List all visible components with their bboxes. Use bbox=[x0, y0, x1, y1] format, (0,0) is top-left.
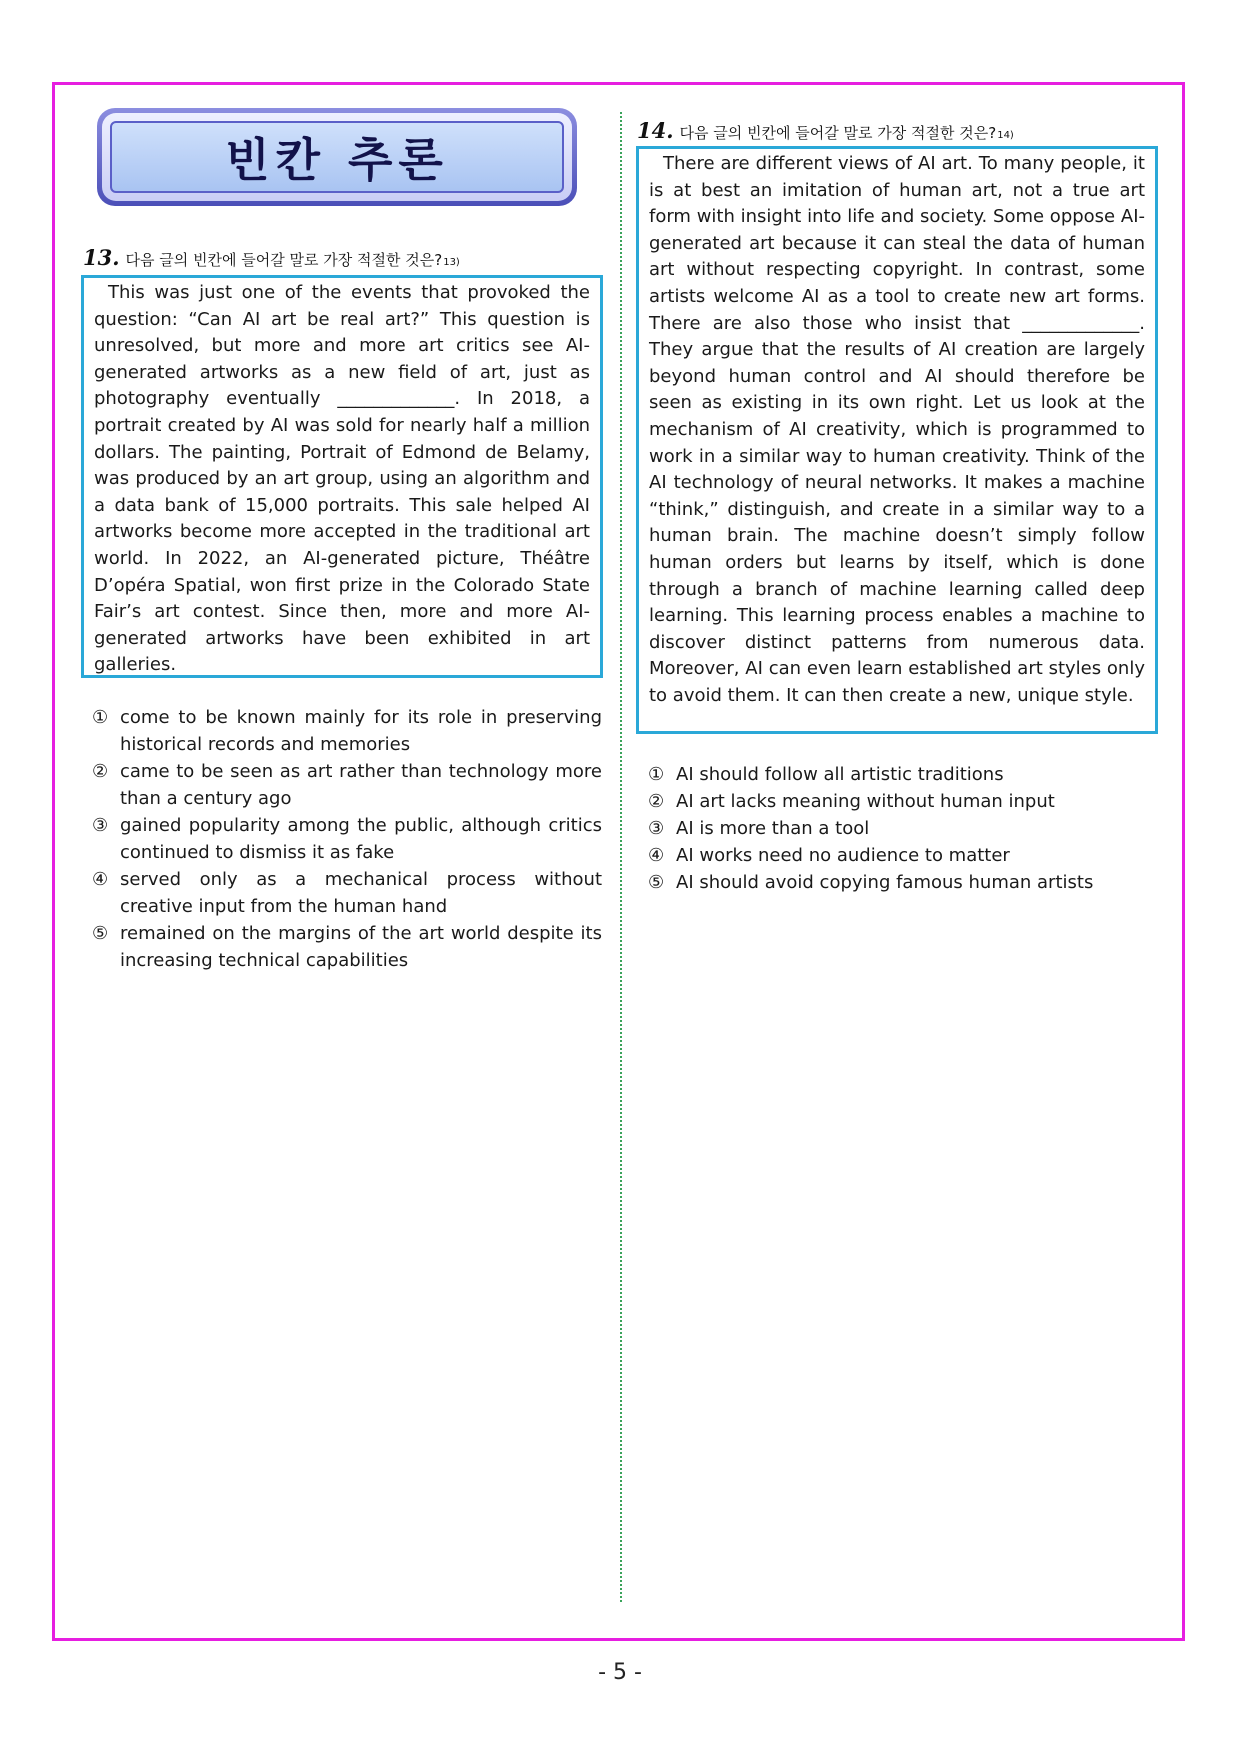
option-text: AI works need no audience to matter bbox=[676, 845, 1010, 866]
answer-option-2[interactable] bbox=[648, 788, 1158, 815]
option-text: AI is more than a tool bbox=[676, 818, 870, 839]
question-13-passage bbox=[81, 275, 603, 678]
question-14-header bbox=[637, 118, 1014, 143]
option-marker: ② bbox=[92, 761, 109, 782]
answer-option-1[interactable] bbox=[92, 704, 602, 758]
option-marker: ③ bbox=[92, 815, 109, 836]
option-text: came to be seen as art rather than technology more than a century ago bbox=[120, 761, 602, 809]
answer-option-3[interactable] bbox=[648, 815, 1158, 842]
option-text: come to be known mainly for its role in preserving historical records and memories bbox=[120, 707, 602, 755]
option-text: remained on the margins of the art world despite its increasing technical capabilities bbox=[120, 923, 602, 971]
answer-option-2[interactable] bbox=[92, 758, 602, 812]
answer-option-1[interactable] bbox=[648, 761, 1158, 788]
question-number: 14. bbox=[637, 118, 674, 143]
passage-text: This was just one of the events that provoked the question: “Can AI art be real art?” This question is unresolved, but more and more art critics see AI-generated artworks as a new field of art, just as photography eventually _____________. In 2018, a portrait created by AI was sold for nearly half a million dollars. The painting, Portrait of Edmond de Belamy, was produced by an art group, using an algorithm and a data bank of 15,000 portraits. This sale helped AI artworks become more accepted in the traditional art world. In 2022, an AI-generated picture, Théâtre D’opéra Spatial, won first prize in the Colorado State Fair’s art contest. Since then, more and more AI-generated artworks have been exhibited in art galleries. bbox=[94, 282, 590, 676]
option-text: gained popularity among the public, although critics continued to dismiss it as fake bbox=[120, 815, 602, 863]
section-title: 빈칸 추론 bbox=[225, 133, 449, 187]
passage-text: There are different views of AI art. To many people, it is at best an imitation of human art, not a true art form with insight into life and society. Some oppose AI-generated art because it can steal the data of human art without respecting copyright. In contrast, some artists welcome AI as a tool to create new art forms. There are also those who insist that _____________. They argue that the results of AI creation are largely beyond human control and AI should therefore be seen as existing in its own right. Let us look at the mechanism of AI creativity, which is programmed to work in a similar way to human creativity. Think of the AI technology of neural networks. It makes a machine “think,” distinguish, and create in a similar way to a human brain. The machine doesn’t simply follow human orders but learns by itself, which is done through a branch of machine learning called deep learning. This learning process enables a machine to discover distinct patterns from numerous data. Moreover, AI can even learn established art styles only to avoid them. It can then create a new, unique style. bbox=[649, 153, 1145, 706]
question-14-options bbox=[648, 761, 1158, 896]
option-text: served only as a mechanical process without creative input from the human hand bbox=[120, 869, 602, 917]
section-title-banner bbox=[97, 108, 577, 206]
question-prompt: 다음 글의 빈칸에 들어갈 말로 가장 적절한 것은? bbox=[125, 251, 443, 269]
answer-option-5[interactable] bbox=[92, 920, 602, 974]
footnote-marker: 14) bbox=[997, 130, 1014, 141]
option-marker: ④ bbox=[92, 869, 109, 890]
option-marker: ① bbox=[648, 764, 665, 785]
answer-option-3[interactable] bbox=[92, 812, 602, 866]
option-marker: ② bbox=[648, 791, 665, 812]
option-marker: ① bbox=[92, 707, 109, 728]
question-number: 13. bbox=[83, 245, 120, 270]
answer-option-4[interactable] bbox=[92, 866, 602, 920]
footnote-marker: 13) bbox=[443, 257, 460, 268]
option-marker: ④ bbox=[648, 845, 665, 866]
answer-option-5[interactable] bbox=[648, 869, 1158, 896]
column-divider bbox=[620, 112, 622, 1602]
option-text: AI should avoid copying famous human artists bbox=[676, 872, 1094, 893]
option-text: AI should follow all artistic traditions bbox=[676, 764, 1004, 785]
option-text: AI art lacks meaning without human input bbox=[676, 791, 1055, 812]
question-14-passage bbox=[636, 146, 1158, 734]
question-13-header bbox=[83, 245, 460, 270]
question-13-options bbox=[92, 704, 602, 974]
question-prompt: 다음 글의 빈칸에 들어갈 말로 가장 적절한 것은? bbox=[679, 124, 997, 142]
page-number: - 5 - bbox=[598, 1660, 642, 1685]
option-marker: ⑤ bbox=[92, 923, 109, 944]
answer-option-4[interactable] bbox=[648, 842, 1158, 869]
option-marker: ⑤ bbox=[648, 872, 665, 893]
option-marker: ③ bbox=[648, 818, 665, 839]
